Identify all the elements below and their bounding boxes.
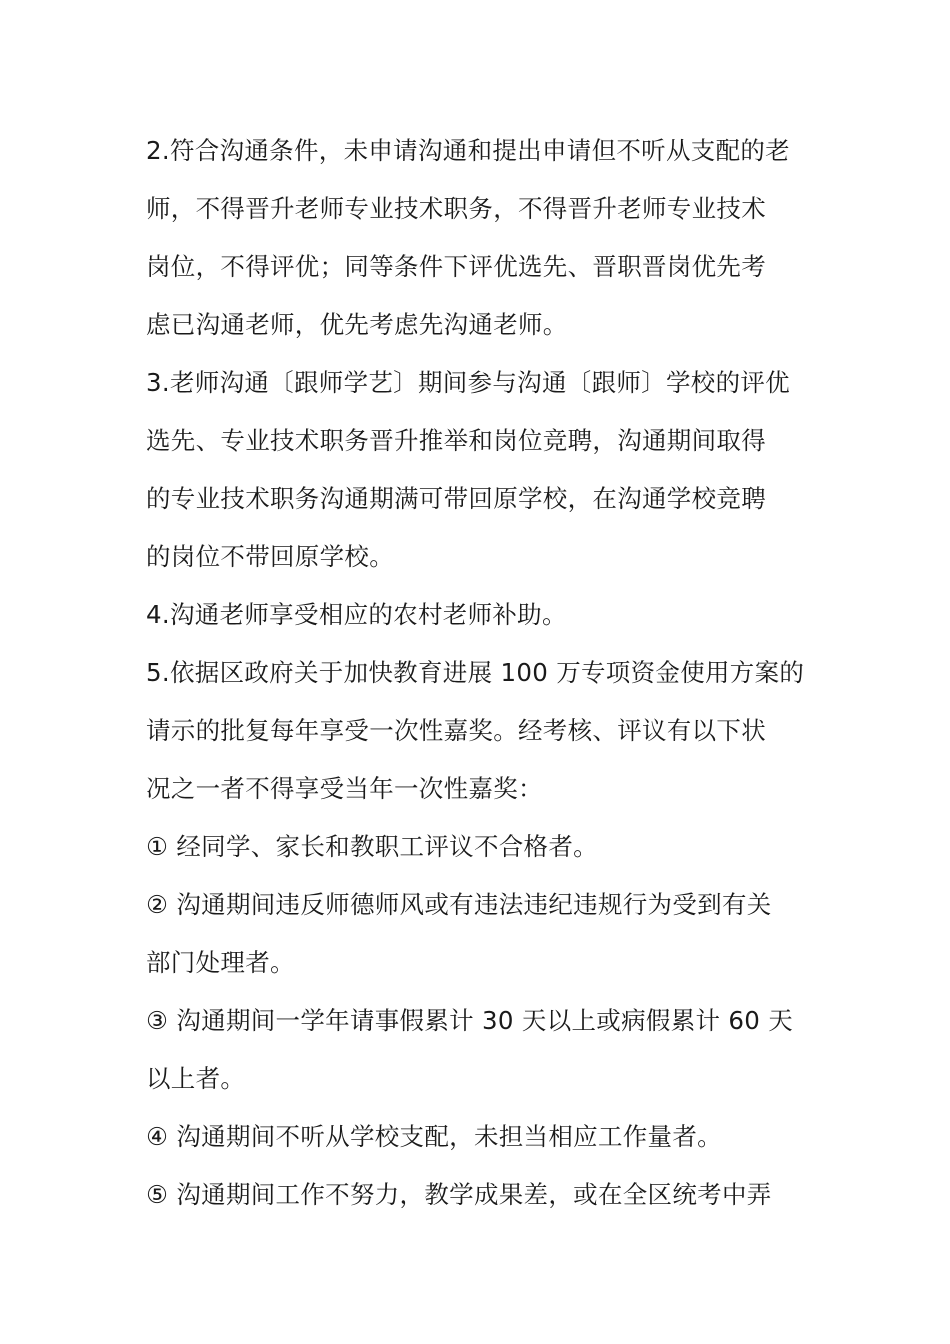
document-body [146, 122, 812, 1224]
text-line: 2.符合沟通条件，未申请沟通和提出申请但不听从支配的老 [146, 136, 790, 165]
text-line: 的专业技术职务沟通期满可带回原学校，在沟通学校竞聘 [146, 484, 766, 513]
text-line: 部门处理者。 [146, 948, 295, 977]
text-line: 虑已沟通老师，优先考虑先沟通老师。 [146, 310, 568, 339]
text-line: 的岗位不带回原学校。 [146, 542, 394, 571]
text-line: 岗位，不得评优；同等条件下评优选先、晋职晋岗优先考 [146, 252, 766, 281]
text-line: 选先、专业技术职务晋升推举和岗位竞聘，沟通期间取得 [146, 426, 766, 455]
text-line: 4.沟通老师享受相应的农村老师补助。 [146, 600, 567, 629]
text-line: ③ 沟通期间一学年请事假累计 30 天以上或病假累计 60 天 [146, 1006, 794, 1035]
text-line: ④ 沟通期间不听从学校支配，未担当相应工作量者。 [146, 1122, 722, 1151]
text-line: 师，不得晋升老师专业技术职务，不得晋升老师专业技术 [146, 194, 766, 223]
text-line: 以上者。 [146, 1064, 246, 1093]
text-line: 况之一者不得享受当年一次性嘉奖： [146, 774, 543, 803]
text-line: 5.依据区政府关于加快教育进展 100 万专项资金使用方案的 [146, 658, 805, 687]
text-line: 3.老师沟通〔跟师学艺〕期间参与沟通〔跟师〕学校的评优 [146, 368, 790, 397]
text-line: ① 经同学、家长和教职工评议不合格者。 [146, 832, 598, 861]
text-line: ⑤ 沟通期间工作不努力，教学成果差，或在全区统考中弄 [146, 1180, 772, 1209]
text-line: 请示的批复每年享受一次性嘉奖。经考核、评议有以下状 [146, 716, 766, 745]
text-line: ② 沟通期间违反师德师风或有违法违纪违规行为受到有关 [146, 890, 772, 919]
